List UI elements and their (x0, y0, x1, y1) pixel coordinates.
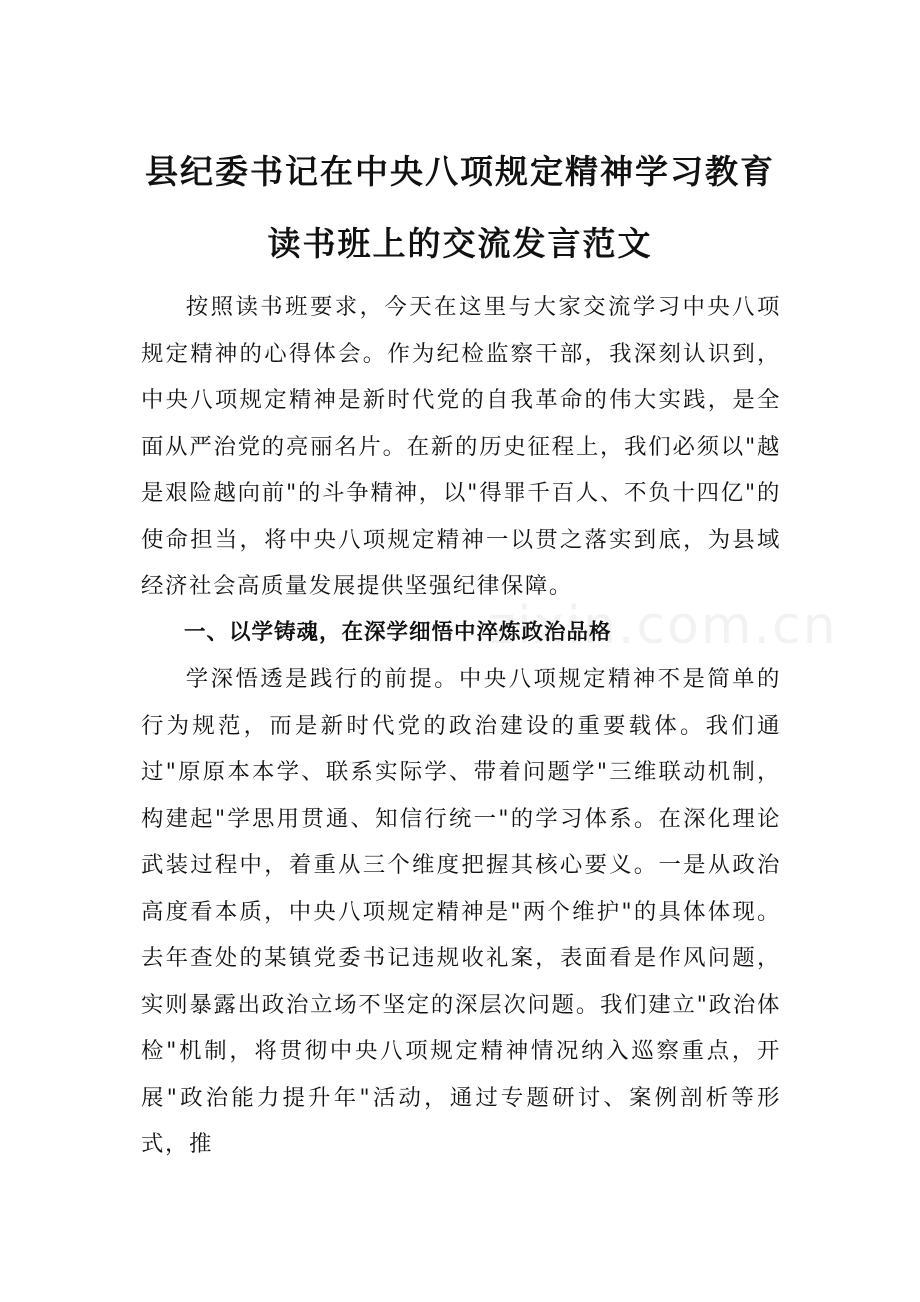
document-title-line-2: 读书班上的交流发言范文 (267, 224, 653, 263)
intro-paragraph: 按照读书班要求，今天在这里与大家交流学习中央八项规定精神的心得体会。作为纪检监察干部，我深刻认识到，中央八项规定精神是新时代党的自我革命的伟大实践，是全面从严治党的亮丽名片。在新的历史征程上，我们必须以"越是艰险越向前"的斗争精神，以"得罪千百人、不负十四亿"的使命担当，将中央八项规定精神一以贯之落实到底，为县域经济社会高质量发展提供坚强纪律保障。 (141, 294, 781, 599)
section-1-heading: 一、以学铸魂，在深学细悟中淬炼政治品格 (184, 619, 612, 645)
section-1-paragraph: 学深悟透是践行的前提。中央八项规定精神不是简单的行为规范，而是新时代党的政治建设的重要载体。我们通过"原原本本学、联系实际学、带着问题学"三维联动机制，构建起"学思用贯通、知信行统一"的学习体系。在深化理论武装过程中，着重从三个维度把握其核心要义。一是从政治高度看本质，中央八项规定精神是"两个维护"的具体体现。去年查处的某镇党委书记违规收礼案，表面看是作风问题，实则暴露出政治立场不坚定的深层次问题。我们建立"政治体检"机制，将贯彻中央八项规定精神情况纳入巡察重点，开展"政治能力提升年"活动，通过专题研讨、案例剖析等形式，推 (141, 666, 781, 1157)
document-title-line-1: 县纪委书记在中央八项规定精神学习教育 (145, 152, 775, 191)
watermark-text: zixin.com.cn (488, 596, 838, 656)
document-body (141, 284, 781, 1168)
